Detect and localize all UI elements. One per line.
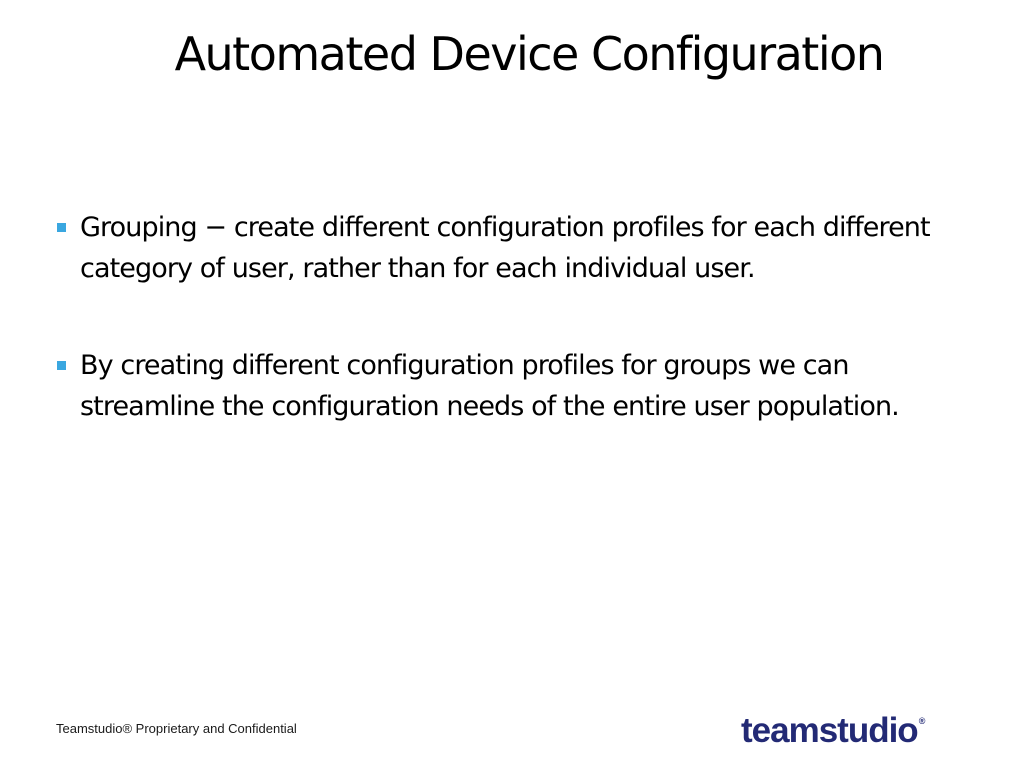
bullet-text: By creating different configuration profiles for groups we can streamline the configuration needs of the entire user population. — [80, 350, 899, 422]
footer-confidentiality-notice: Teamstudio® Proprietary and Confidential — [56, 721, 297, 736]
registered-mark: ® — [918, 716, 926, 726]
bullet-list — [57, 207, 957, 483]
square-bullet-icon — [57, 223, 66, 232]
bullet-text: Grouping − create different configuration profiles for each different category of user, rather than for each individual user. — [80, 212, 930, 284]
logo-wordmark: teamstudio — [741, 711, 918, 750]
bullet-item-groups — [57, 345, 957, 427]
bullet-item-grouping — [57, 207, 957, 289]
square-bullet-icon — [57, 361, 66, 370]
teamstudio-logo — [741, 697, 925, 755]
slide-title: Automated Device Configuration — [174, 27, 884, 81]
